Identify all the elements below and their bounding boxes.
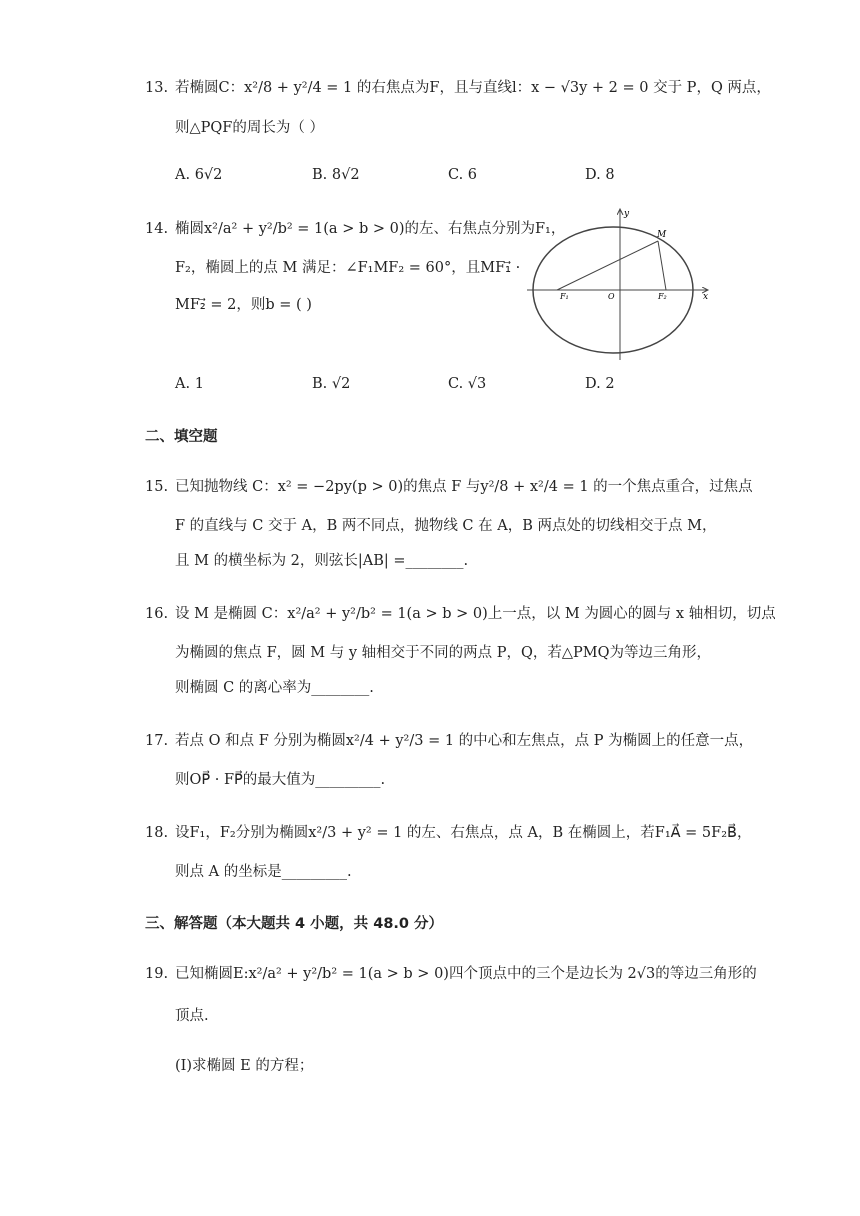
- q14-option-d: D. 2: [585, 376, 615, 392]
- q15-text: 已知抛物线 C：x² = −2py(p > 0)的焦点 F 与y²/8 + x²/4 = 1 的一个焦点重合，过焦点: [175, 479, 753, 495]
- q13-option-a: A. 6√2: [175, 167, 223, 183]
- q13-line1: [145, 78, 771, 98]
- q19-part1: (Ⅰ)求椭圆 E 的方程；: [175, 1058, 314, 1074]
- label-y: y: [624, 209, 630, 219]
- q16-line2: 为椭圆的焦点 F，圆 M 与 y 轴相交于不同的两点 P，Q，若△PMQ为等边三角形，: [175, 645, 712, 661]
- label-m: M: [657, 230, 667, 240]
- q16-line1: [145, 604, 776, 624]
- q14-option-b: B. √2: [312, 376, 351, 392]
- q14-line1: [145, 219, 565, 239]
- q17-line1: [145, 731, 753, 751]
- q15-line3: 且 M 的横坐标为 2，则弦长|AB| =________.: [175, 553, 469, 569]
- q13-text: 若椭圆C：x²/8 + y²/4 = 1 的右焦点为F，且与直线l：x − √3y + 2 = 0 交于 P，Q 两点，: [175, 80, 771, 96]
- q16-line3: 则椭圆 C 的离心率为________.: [175, 680, 374, 696]
- label-f1: F₁: [560, 292, 569, 301]
- q19-text: 已知椭圆E:x²/a² + y²/b² = 1(a > b > 0)四个顶点中的三个是边长为 2√3的等边三角形的: [175, 966, 757, 982]
- question-number: 16.: [145, 606, 169, 622]
- q18-line2: 则点 A 的坐标是_________.: [175, 864, 352, 880]
- question-number: 18.: [145, 825, 169, 841]
- q15-line2: F 的直线与 C 交于 A，B 两不同点，抛物线 C 在 A，B 两点处的切线相交于点 M，: [175, 518, 717, 534]
- label-o: O: [608, 292, 615, 301]
- q14-line2: F₂，椭圆上的点 M 满足：∠F₁MF₂ = 60°，且MF₁⃗ ·: [175, 260, 521, 276]
- q14-line3: MF₂⃗ = 2，则b = ( ): [175, 297, 312, 313]
- q13-option-c: C. 6: [448, 167, 478, 183]
- section-heading-fill-in: 二、填空题: [145, 429, 218, 445]
- question-number: 14.: [145, 221, 169, 237]
- ellipse-figure: [525, 203, 715, 363]
- q14-option-c: C. √3: [448, 376, 487, 392]
- label-x: x: [703, 292, 709, 302]
- label-f2: F₂: [658, 292, 667, 301]
- question-number: 17.: [145, 733, 169, 749]
- q17-text: 若点 O 和点 F 分别为椭圆x²/4 + y²/3 = 1 的中心和左焦点，点 P 为椭圆上的任意一点，: [175, 733, 754, 749]
- q16-text: 设 M 是椭圆 C：x²/a² + y²/b² = 1(a > b > 0)上一点，以 M 为圆心的圆与 x 轴相切，切点: [175, 606, 776, 622]
- segment-mf2: [658, 241, 666, 290]
- q14-option-a: A. 1: [175, 376, 204, 392]
- question-number: 19.: [145, 966, 169, 982]
- question-number: 13.: [145, 80, 169, 96]
- question-number: 15.: [145, 479, 169, 495]
- q19-line1: [145, 964, 757, 984]
- q14-text: 椭圆x²/a² + y²/b² = 1(a > b > 0)的左、右焦点分别为F₁，: [175, 221, 566, 237]
- q19-line2: 顶点.: [175, 1008, 209, 1024]
- q13-option-b: B. 8√2: [312, 167, 360, 183]
- q15-line1: [145, 477, 753, 497]
- segment-mf1: [557, 241, 658, 290]
- q18-line1: [145, 823, 751, 843]
- section-heading-solutions: 三、解答题（本大题共 4 小题，共 48.0 分）: [145, 916, 444, 932]
- q13-option-d: D. 8: [585, 167, 615, 183]
- q18-text: 设F₁，F₂分别为椭圆x²/3 + y² = 1 的左、右焦点，点 A，B 在椭圆上，若F₁A⃗ = 5F₂B⃗，: [175, 825, 752, 841]
- q17-line2: 则OP⃗ · FP⃗的最大值为_________.: [175, 772, 386, 788]
- q13-line2: 则△PQF的周长为（ ）: [175, 120, 324, 136]
